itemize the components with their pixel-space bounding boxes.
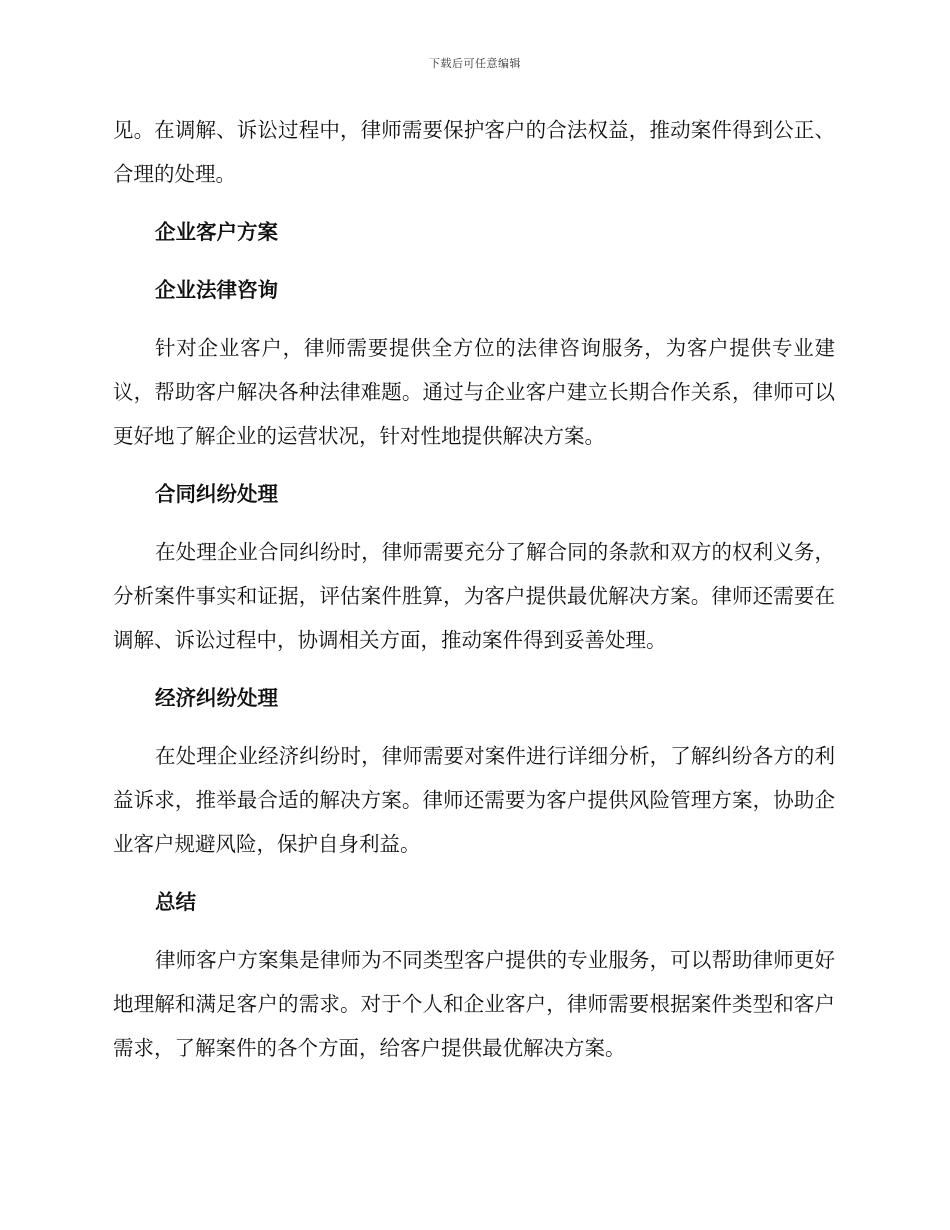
document-body xyxy=(113,108,835,1070)
intro-paragraph: 见。在调解、诉讼过程中，律师需要保护客户的合法权益，推动案件得到公正、合理的处理。 xyxy=(113,118,835,186)
enterprise-section-title: 企业客户方案 xyxy=(155,220,278,244)
economic-dispute-paragraph: 在处理企业经济纠纷时，律师需要对案件进行详细分析，了解纠纷各方的利益诉求，推举最合适的解决方案。律师还需要为客户提供风险管理方案，协助企业客户规避风险，保护自身利益。 xyxy=(113,744,835,856)
legal-consulting-heading: 企业法律咨询 xyxy=(155,278,278,302)
contract-dispute-paragraph: 在处理企业合同纠纷时，律师需要充分了解合同的条款和双方的权利义务，分析案件事实和证据，评估案件胜算，为客户提供最优解决方案。律师还需要在调解、诉讼过程中，协调相关方面，推动案件得到妥善处理。 xyxy=(113,540,835,652)
legal-consulting-paragraph: 针对企业客户，律师需要提供全方位的法律咨询服务，为客户提供专业建议，帮助客户解决各种法律难题。通过与企业客户建立长期合作关系，律师可以更好地了解企业的运营状况，针对性地提供解决方案。 xyxy=(113,336,835,448)
summary-paragraph: 律师客户方案集是律师为不同类型客户提供的专业服务，可以帮助律师更好地理解和满足客户的需求。对于个人和企业客户，律师需要根据案件类型和客户需求，了解案件的各个方面，给客户提供最优解决方案。 xyxy=(113,948,835,1060)
contract-dispute-heading: 合同纠纷处理 xyxy=(155,482,278,506)
header-note: 下载后可任意编辑 xyxy=(429,57,521,70)
economic-dispute-heading: 经济纠纷处理 xyxy=(155,686,278,710)
summary-heading: 总结 xyxy=(155,890,196,914)
